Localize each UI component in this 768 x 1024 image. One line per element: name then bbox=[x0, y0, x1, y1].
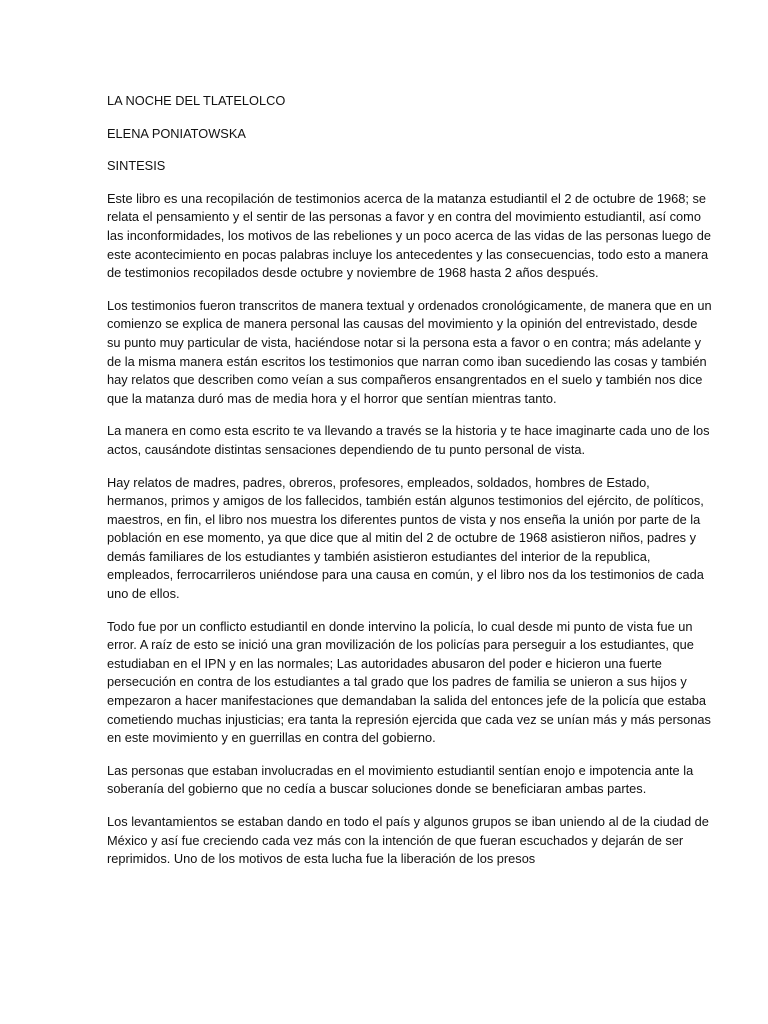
paragraph-5: Todo fue por un conflicto estudiantil en donde intervino la policía, lo cual desde mi punto de vista fue un error. A raíz de esto se inició una gran movilización de los policías para perseguir a los estudiantes, que estudiaban en el IPN y en las normales; Las autoridades abusaron del poder e hicieron una fuerte persecución en contra de los estudiantes a tal grado que los padres de familia se unieron a sus hijos y empezaron a hacer manifestaciones que demandaban la salida del entonces jefe de la policía que estaba cometiendo muchas injusticias; era tanta la represión ejercida que cada vez se unían más y más personas en este movimiento y en guerrillas en contra del gobierno. bbox=[107, 618, 711, 746]
paragraph-1: Este libro es una recopilación de testimonios acerca de la matanza estudiantil el 2 de octubre de 1968; se relata el pensamiento y el sentir de las personas a favor y en contra del movimiento estudiantil, así como las inconformidades, los motivos de las rebeliones y un poco acerca de las vidas de las personas luego de este acontecimiento en pocas palabras incluye los antecedentes y las consecuencias, todo esto a manera de testimonios recopilados desde octubre y noviembre de 1968 hasta 2 años después. bbox=[107, 190, 711, 281]
paragraph-7: Los levantamientos se estaban dando en todo el país y algunos grupos se iban uniendo al de la ciudad de México y así fue creciendo cada vez más con la intención de que fueran escuchados y dejarán de ser reprimidos. Uno de los motivos de esta lucha fue la liberación de los presos bbox=[107, 814, 709, 867]
paragraph-6: Las personas que estaban involucradas en el movimiento estudiantil sentían enojo e impotencia ante la soberanía del gobierno que no cedía a buscar soluciones donde se beneficiaran ambas partes. bbox=[107, 762, 694, 797]
paragraph-3: La manera en como esta escrito te va llevando a través se la historia y te hace imaginarte cada uno de los actos, causándote distintas sensaciones dependiendo de tu punto personal de vista. bbox=[107, 423, 710, 457]
section-heading: SINTESIS bbox=[107, 158, 166, 174]
document-title: LA NOCHE DEL TLATELOLCO bbox=[107, 93, 286, 108]
paragraph-4: Hay relatos de madres, padres, obreros, profesores, empleados, soldados, hombres de Estado, hermanos, primos y amigos de los fallecidos, también están algunos testimonios del ejército, de políticos, maestros, en fin, el libro nos muestra los diferentes puntos de vista y nos enseña la unión por parte de la población en ese momento, ya que dice que al mitin del 2 de octubre de 1968 asistieron niños, padres y demás familiares de los estudiantes y también asistieron estudiantes del interior de la republica, empleados, ferrocarrileros uniéndose para una causa en común, y el libro nos da los testimonios de cada uno de ellos. bbox=[107, 474, 704, 602]
paragraph-2: Los testimonios fueron transcritos de manera textual y ordenados cronológicamente, de manera que en un comienzo se explica de manera personal las causas del movimiento y la opinión del entrevistado, desde su punto muy particular de vista, haciéndose notar si la persona esta a favor o en contra; más adelante y de la misma manera están escritos los testimonios que narran como iban sucediendo las cosas y también hay relatos que describen como veían a sus compañeros ensangrentados en el suelo y también nos dice que la matanza duró mas de media hora y el horror que sentían mientras tanto. bbox=[107, 297, 712, 406]
document-author: ELENA PONIATOWSKA bbox=[107, 125, 246, 141]
